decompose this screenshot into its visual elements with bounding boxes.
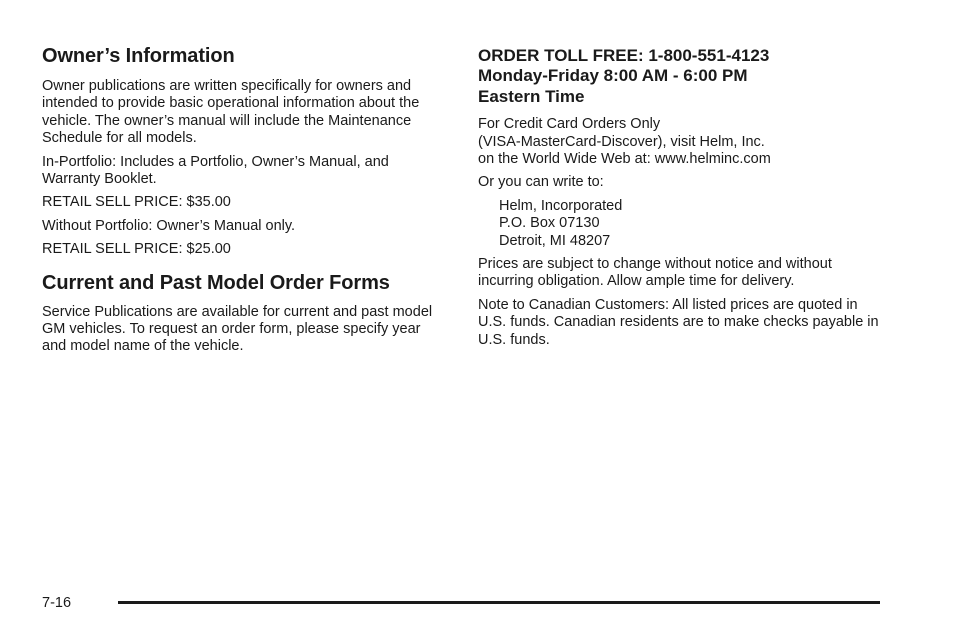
footer-rule	[118, 601, 880, 604]
write-to-paragraph: Or you can write to:	[478, 174, 604, 191]
address-city: Detroit, MI 48207	[499, 232, 611, 249]
toll-free-number: ORDER TOLL FREE: 1-800-551-4123	[478, 46, 770, 65]
business-hours: Monday-Friday 8:00 AM - 6:00 PM	[478, 66, 748, 86]
credit-card-paragraph	[478, 116, 888, 168]
owners-information-heading: Owner’s Information	[42, 45, 235, 67]
order-forms-paragraph: Service Publications are available for current and past model GM vehicles. To request an order form, please specify year and model name of the vehicle.	[42, 303, 433, 355]
owners-intro-paragraph: Owner publications are written specifically for owners and intended to provide basic operational information about the vehicle. The owner’s manual will include the Maintenance Schedule for all models.	[42, 78, 420, 147]
prices-note-paragraph: Prices are subject to change without notice and without incurring obligation. Allow ample time for delivery.	[478, 256, 832, 290]
credit-line-2: (VISA-MasterCard-Discover), visit Helm, Inc.	[478, 133, 765, 150]
time-zone: Eastern Time	[478, 86, 585, 106]
address-po-box: P.O. Box 07130	[499, 215, 600, 232]
canadian-note-paragraph: Note to Canadian Customers: All listed prices are quoted in U.S. funds. Canadian residents are to make checks payable in U.S. funds.	[478, 296, 879, 348]
page-number: 7-16	[42, 595, 72, 611]
right-column	[478, 44, 888, 355]
credit-line-3: on the World Wide Web at: www.helminc.com	[478, 150, 771, 167]
mailing-address	[499, 198, 888, 250]
retail-price-no-portfolio: RETAIL SELL PRICE: $25.00	[42, 241, 231, 258]
retail-price-portfolio: RETAIL SELL PRICE: $35.00	[42, 194, 231, 211]
order-forms-heading: Current and Past Model Order Forms	[42, 271, 390, 294]
address-company: Helm, Incorporated	[499, 197, 623, 214]
left-column	[42, 44, 434, 362]
toll-free-heading	[478, 46, 888, 107]
without-portfolio-paragraph: Without Portfolio: Owner’s Manual only.	[42, 217, 296, 234]
in-portfolio-paragraph: In-Portfolio: Includes a Portfolio, Owner’s Manual, and Warranty Booklet.	[42, 153, 389, 188]
credit-line-1: For Credit Card Orders Only	[478, 116, 661, 133]
